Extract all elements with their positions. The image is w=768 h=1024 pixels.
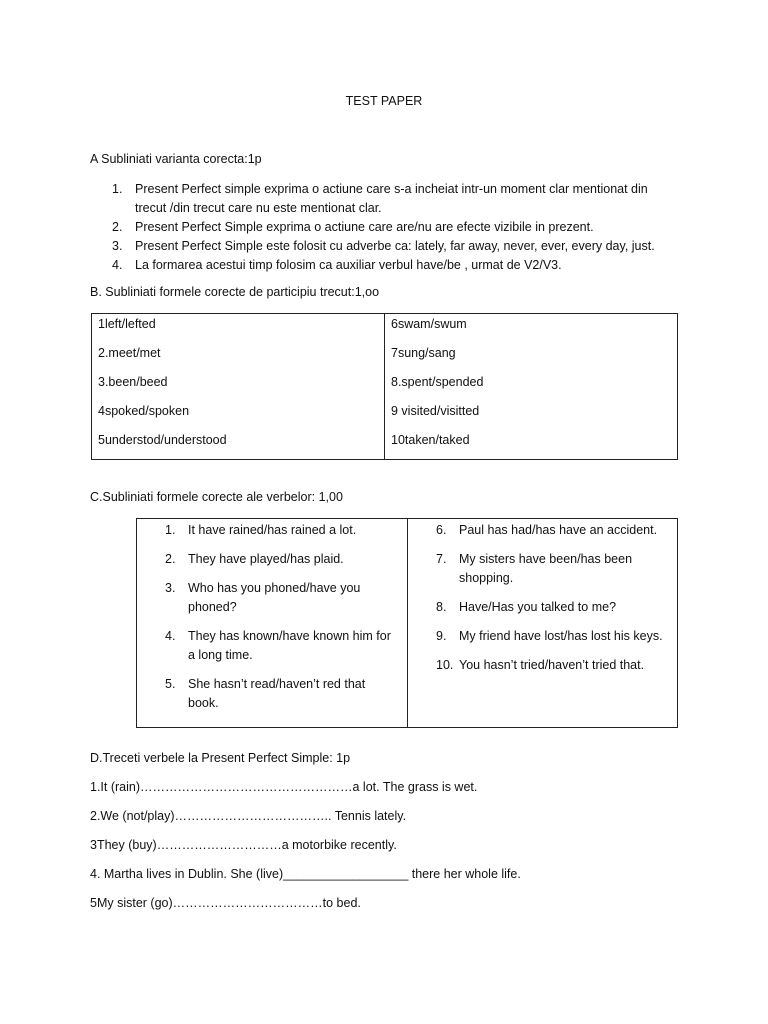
item-text: They have played/has plaid.: [188, 552, 344, 566]
section-b-left-column: [92, 314, 385, 460]
item-number: 7.: [436, 552, 447, 566]
item-text: She hasn’t read/haven’t red that book.: [188, 677, 366, 710]
item-number: 1.: [112, 182, 123, 196]
verb-item: [137, 675, 407, 713]
item-number: 9.: [436, 629, 447, 643]
participle-option: 2.meet/met: [98, 346, 161, 360]
exercise-line: 4. Martha lives in Dublin. She (live)__________________ there her whole life.: [90, 867, 521, 881]
exercise-line: 5My sister (go)………………………………to bed.: [90, 896, 361, 910]
exercise-line: 2.We (not/play)……………………………….. Tennis lately.: [90, 809, 407, 823]
item-line: trecut /din trecut care nu este mentionat clar.: [135, 201, 382, 215]
participle-option: 10taken/taked: [391, 433, 470, 447]
participle-option: 7sung/sang: [391, 346, 456, 360]
item-text: Who has you phoned/have you phoned?: [188, 581, 361, 614]
section-c-right-column: [408, 519, 678, 728]
section-c-heading: C.Subliniati formele corecte ale verbelor: 1,00: [90, 490, 343, 504]
page-title: TEST PAPER: [345, 94, 423, 108]
verb-item: [408, 550, 677, 588]
item-text: They has known/have known him for a long time.: [188, 629, 391, 662]
verb-item: [137, 627, 407, 665]
item-number: 5.: [165, 677, 176, 691]
item-line: Present Perfect simple exprima o actiune care s-a incheiat intr-un moment clar mentionat din: [135, 182, 648, 196]
item-text: Paul has had/has have an accident.: [459, 523, 658, 537]
item-number: 3.: [112, 239, 123, 253]
section-a-item: [90, 218, 690, 237]
item-text: You hasn’t tried/haven’t tried that.: [459, 658, 645, 672]
item-line: Present Perfect Simple exprima o actiune care are/nu are efecte vizibile in prezent.: [135, 220, 594, 234]
item-number: 2.: [112, 220, 123, 234]
verb-item: [137, 550, 407, 569]
section-b-right-column: [385, 314, 678, 460]
section-c-left-column: [137, 519, 408, 728]
verb-item: [137, 579, 407, 617]
participle-option: 1left/lefted: [98, 317, 156, 331]
participle-option: 5understod/understood: [98, 433, 227, 447]
verb-item: [408, 656, 677, 675]
section-a-heading: A Subliniati varianta corecta:1p: [90, 152, 262, 166]
item-line: La formarea acestui timp folosim ca auxiliar verbul have/be , urmat de V2/V3.: [135, 258, 562, 272]
section-a-item: [90, 256, 690, 275]
item-number: 3.: [165, 581, 176, 595]
item-number: 2.: [165, 552, 176, 566]
section-b-heading: B. Subliniati formele corecte de participiu trecut:1,oo: [90, 285, 380, 299]
item-number: 4.: [112, 258, 123, 272]
item-text: My sisters have been/has been shopping.: [459, 552, 633, 585]
participle-option: 4spoked/spoken: [98, 404, 190, 418]
section-d-heading: D.Treceti verbele la Present Perfect Simple: 1p: [90, 751, 351, 765]
item-number: 1.: [165, 523, 176, 537]
item-text: Have/Has you talked to me?: [459, 600, 617, 614]
participle-option: 6swam/swum: [391, 317, 467, 331]
section-a-item: [90, 237, 690, 256]
item-number: 10.: [436, 658, 454, 672]
participle-option: 9 visited/visitted: [391, 404, 480, 418]
verb-item: [137, 521, 407, 540]
item-line: Present Perfect Simple este folosit cu adverbe ca: lately, far away, never, ever, every day, just.: [135, 239, 655, 253]
section-a-list: [90, 180, 690, 275]
participle-option: 8.spent/spended: [391, 375, 484, 389]
section-b-table: [91, 313, 678, 460]
item-number: 6.: [436, 523, 447, 537]
exercise-line: 3They (buy)…………………………a motorbike recently.: [90, 838, 397, 852]
section-a-item: [90, 180, 690, 218]
participle-option: 3.been/beed: [98, 375, 168, 389]
section-c-table: [136, 518, 678, 728]
item-number: 4.: [165, 629, 176, 643]
item-text: My friend have lost/has lost his keys.: [459, 629, 663, 643]
item-text: It have rained/has rained a lot.: [188, 523, 357, 537]
verb-item: [408, 627, 677, 646]
item-number: 8.: [436, 600, 447, 614]
exercise-line: 1.It (rain)……………………………………………a lot. The grass is wet.: [90, 780, 478, 794]
verb-item: [408, 598, 677, 617]
verb-item: [408, 521, 677, 540]
